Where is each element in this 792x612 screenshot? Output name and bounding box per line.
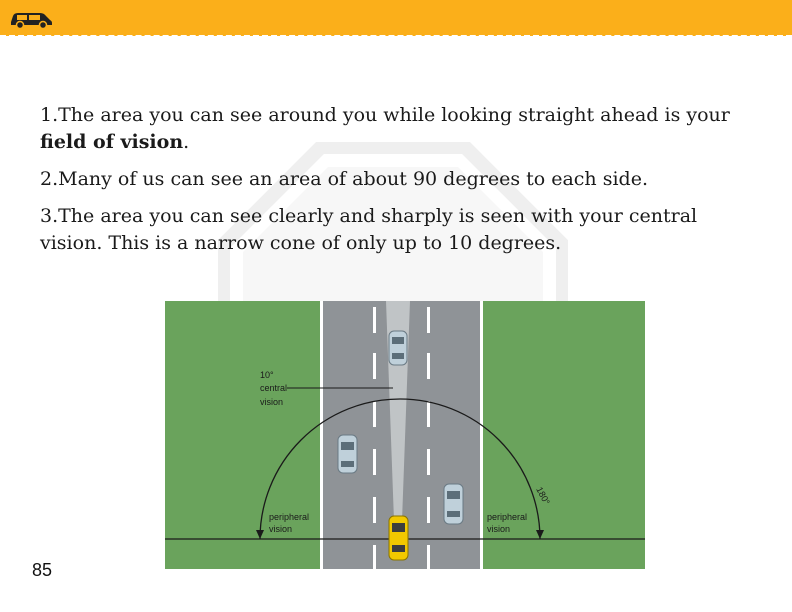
car-left-lane: [338, 435, 357, 473]
point-2: 2.Many of us can see an area of about 90 degrees to each side.: [40, 168, 648, 190]
peripheral-right-label-1: peripheral: [487, 512, 528, 522]
text-block: [40, 102, 740, 267]
peripheral-angle-label: 180°: [534, 485, 552, 507]
driver-car: [389, 516, 408, 560]
car-icon: [8, 9, 54, 29]
header-bar: [0, 0, 792, 36]
point-3: 3.The area you can see clearly and sharply is seen with your central vision. This is a narrow cone of only up to 10 degrees.: [40, 205, 698, 254]
peripheral-left-label-1: peripheral: [269, 512, 310, 522]
grass-left: [165, 301, 320, 569]
car-ahead: [389, 331, 407, 365]
header-divider: [0, 35, 792, 38]
car-right-lane: [444, 484, 463, 524]
central-vision-label-2: vision: [260, 397, 284, 407]
road-edge-left: [320, 301, 323, 569]
point-1: [40, 102, 740, 156]
point-1-text: 1.The area you can see around you while looking straight ahead is your: [40, 104, 730, 126]
field-of-vision-diagram: [165, 301, 645, 569]
central-vision-degrees: 10°: [260, 370, 274, 380]
road-edge-right: [480, 301, 483, 569]
page-number: 85: [32, 560, 53, 580]
peripheral-left-label-2: vision: [269, 524, 293, 534]
peripheral-right-label-2: vision: [487, 524, 511, 534]
central-vision-label-1: central: [260, 383, 288, 393]
field-of-vision-term: field of vision: [40, 131, 184, 153]
point-1-end: .: [183, 131, 190, 153]
